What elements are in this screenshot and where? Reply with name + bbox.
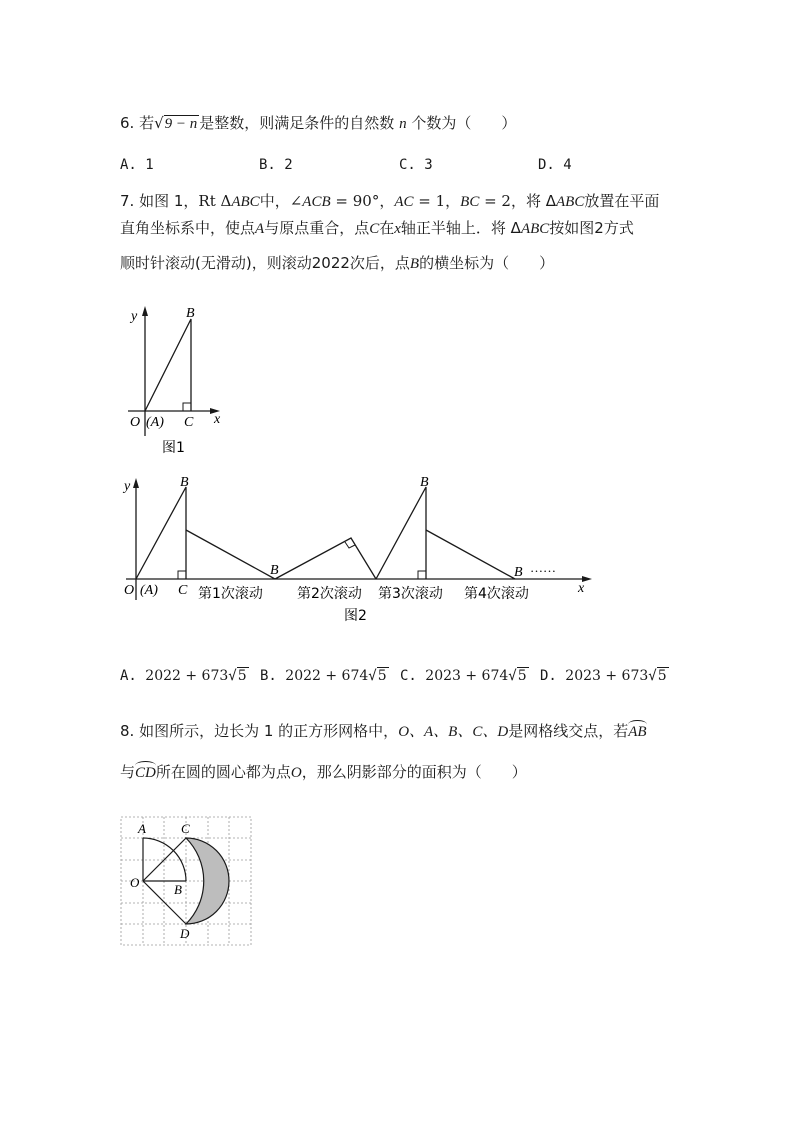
q7-text: Rt Δ — [198, 192, 232, 210]
option-label: D. — [538, 157, 555, 173]
q7-text: ABC — [520, 221, 550, 237]
q7-text: A — [255, 221, 265, 237]
q7-text: BC — [460, 194, 480, 210]
label-a: A — [138, 821, 146, 836]
right-angle-mark — [178, 571, 186, 579]
q7-text: (无滑动) — [195, 254, 252, 272]
q7-text: ∠ — [289, 192, 303, 210]
q6-variable: n — [399, 116, 407, 132]
q7-text: ABC — [231, 194, 260, 210]
option-label: C. — [400, 668, 417, 684]
step-1-label: 第1次滚动 — [198, 586, 263, 602]
label-b: B — [174, 882, 182, 897]
arc-cd-label: CD — [135, 765, 156, 781]
label-o: O — [124, 583, 135, 598]
option-value: 2 — [284, 157, 293, 173]
label-a: (A) — [146, 415, 164, 430]
option-value: 2022 + 673 — [145, 668, 229, 684]
q7-text: B — [409, 256, 420, 272]
q7-line-3 — [120, 252, 554, 273]
triangle-roll-3 — [376, 487, 426, 579]
q7-number: 7. — [120, 192, 135, 210]
option-radicand: 5 — [237, 668, 247, 684]
y-axis-arrow-icon — [142, 306, 148, 316]
q7-text: 将 Δ — [525, 192, 557, 210]
option-radicand: 5 — [377, 668, 387, 684]
q7-option-a[interactable] — [120, 667, 249, 684]
q7-text: 中， — [259, 192, 290, 210]
q7-text: 轴正半轴上．将 Δ — [400, 219, 521, 237]
q7-text: 与原点重合，点 — [264, 219, 370, 237]
triangle-abc — [145, 319, 191, 411]
label-c: C — [184, 415, 194, 430]
q7-figure-2 — [110, 470, 600, 630]
q7-text: 直角坐标系中，使点 — [120, 219, 256, 237]
option-label: A. — [120, 157, 137, 173]
sqrt-sign: √5 — [228, 668, 247, 684]
label-b: B — [186, 306, 195, 321]
triangle-roll-1 — [186, 530, 275, 579]
shaded-region — [186, 838, 229, 924]
label-y: y — [124, 479, 131, 494]
q6-text-post: 是整数，则满足条件的自然数 — [199, 114, 395, 132]
q8-number: 8. — [120, 722, 135, 740]
q7-option-c[interactable] — [400, 667, 529, 684]
label-b: B — [270, 563, 279, 578]
label-x: x — [214, 412, 221, 427]
q6-option-b[interactable] — [259, 157, 293, 173]
q6-text-pre: 若 — [139, 114, 155, 132]
step-4-label: 第4次滚动 — [464, 586, 529, 602]
option-label: D. — [540, 668, 557, 684]
q7-text: ACB — [302, 194, 331, 210]
label-c: C — [181, 821, 190, 836]
label-o: O — [130, 415, 141, 430]
triangle-roll-2 — [275, 538, 376, 579]
question-6 — [120, 112, 516, 133]
q8-text: 如图所示，边长为 1 的正方形网格中， — [139, 722, 399, 740]
q7-text: ，则滚动2022次后，点 — [251, 254, 410, 272]
label-o: O — [130, 875, 140, 890]
sqrt-sign: √5 — [508, 668, 527, 684]
q6-option-a[interactable] — [120, 157, 154, 173]
q6-radicand: 9 − n — [164, 116, 198, 132]
step-2-label: 第2次滚动 — [297, 586, 362, 602]
q7-option-b[interactable] — [260, 667, 389, 684]
q7-text: 顺时针滚动 — [120, 254, 196, 272]
q7-text: = 90°， — [330, 192, 395, 210]
option-label: B. — [259, 157, 276, 173]
q7-figure-1 — [110, 300, 250, 460]
label-x: x — [578, 581, 585, 596]
q8-text: 所在圆的圆心都为点 — [155, 763, 291, 781]
triangle-initial — [136, 487, 186, 579]
right-angle-mark — [183, 403, 191, 411]
option-value: 3 — [424, 157, 433, 173]
step-3-label: 第3次滚动 — [378, 586, 443, 602]
q7-line-1 — [120, 190, 659, 211]
q8-line-2 — [120, 761, 527, 782]
q7-text: 放置在平面 — [584, 192, 660, 210]
q8-line-1 — [120, 720, 647, 741]
option-label: B. — [260, 668, 277, 684]
right-angle-mark — [418, 571, 426, 579]
label-b: B — [420, 475, 429, 490]
q7-text: 按如图2方式 — [549, 219, 634, 237]
label-a: (A) — [140, 583, 158, 598]
option-radicand: 5 — [517, 668, 527, 684]
q7-option-d[interactable] — [540, 667, 669, 684]
option-value: 1 — [145, 157, 154, 173]
label-b: B — [514, 565, 523, 580]
q7-text: 如图 1， — [139, 192, 199, 210]
option-radicand: 5 — [657, 668, 667, 684]
q8-figure — [118, 814, 254, 948]
q7-text: AC — [394, 194, 414, 210]
option-value: 2023 + 673 — [565, 668, 649, 684]
figure-1-caption: 图1 — [162, 440, 185, 456]
option-value: 2023 + 674 — [425, 668, 509, 684]
q6-sqrt: √9 − n — [154, 114, 198, 132]
q7-text: 的横坐标为（ ） — [419, 254, 555, 272]
q7-text: = 1， — [413, 192, 461, 210]
triangle-roll-4 — [426, 530, 515, 579]
q7-line-2 — [120, 217, 634, 238]
q8-text: ，那么阴影部分的面积为（ ） — [301, 763, 527, 781]
sqrt-sign: √5 — [368, 668, 387, 684]
option-value: 4 — [563, 157, 572, 173]
label-d: D — [180, 926, 190, 941]
sqrt-sign: √5 — [648, 668, 667, 684]
q6-option-c[interactable] — [399, 157, 433, 173]
q6-option-d[interactable] — [538, 157, 572, 173]
q7-text: = 2， — [479, 192, 526, 210]
option-label: C. — [399, 157, 416, 173]
figure-2-caption: 图2 — [344, 608, 367, 624]
q7-text: x — [394, 221, 401, 237]
q8-text: 与 — [120, 763, 136, 781]
figure-lines — [143, 838, 186, 924]
q6-number: 6. — [120, 114, 135, 132]
label-c: C — [178, 583, 188, 598]
label-y: y — [131, 309, 138, 324]
y-axis-arrow-icon — [133, 478, 139, 488]
q6-text-tail: 个数为（ ） — [411, 114, 517, 132]
arc-ab-label: AB — [628, 724, 647, 740]
q8-text: O、A、B、C、D — [398, 724, 509, 740]
option-label: A. — [120, 668, 137, 684]
q8-text: 是网格线交点，若 — [508, 722, 629, 740]
q7-text: C — [369, 221, 380, 237]
continuation-dots: …… — [530, 560, 556, 575]
option-value: 2022 + 674 — [285, 668, 369, 684]
q8-text: O — [290, 765, 302, 781]
q7-text: 在 — [379, 219, 395, 237]
label-b: B — [180, 475, 189, 490]
q7-text: ABC — [556, 194, 585, 210]
